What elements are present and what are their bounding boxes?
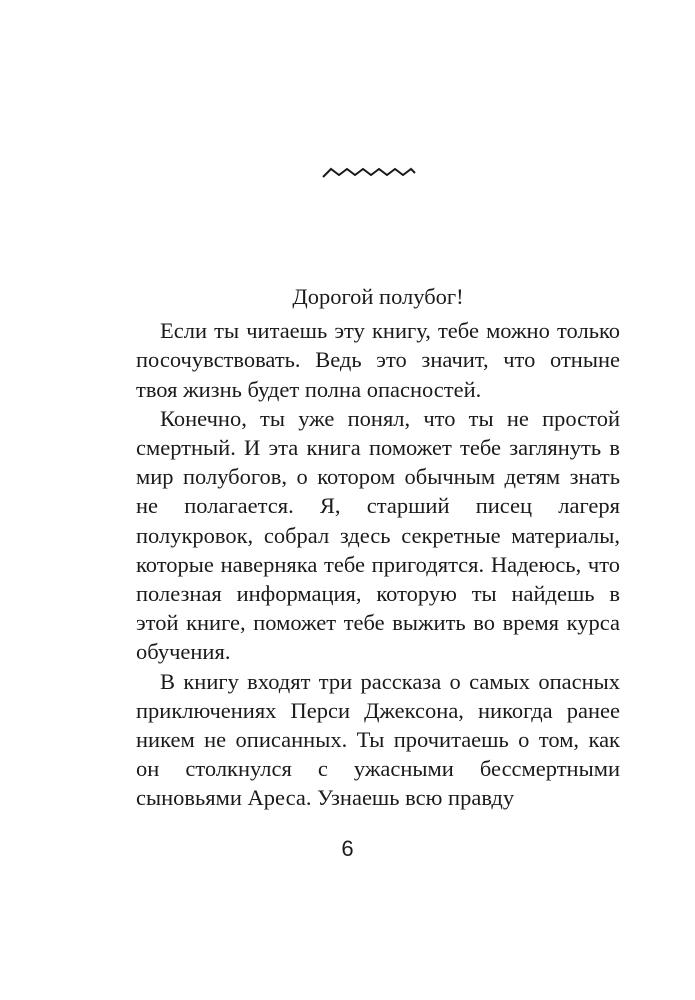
paragraph-2: Конечно, ты уже понял, что ты не простой смертный. И эта книга поможет тебе заглянуть в мир полубогов, о котором обычным детям знать не полагается. Я, старший писец лагеря полукровок, собрал здесь секретные материалы, которые наверняка тебе пригодятся. Надеюсь, что полезная информация, которую ты найдешь в этой книге, поможет тебе выжить во время курса обучения. (136, 405, 620, 665)
page-body (136, 282, 620, 813)
paragraph-3: В книгу входят три рассказа о самых опасных приключениях Перси Джексона, никогда ранее никем не описанных. Ты прочитаешь о том, как он столкнулся с ужасными бессмертными сыновьями Ареса. Узнаешь всю правду (136, 668, 620, 811)
page-number: 6 (341, 836, 354, 861)
greeting-heading: Дорогой полубог! (292, 284, 464, 309)
wave-ornament-icon (322, 163, 416, 183)
paragraph-1: Если ты читаешь эту книгу, тебе можно только посочувствовать. Ведь это значит, что отныне твоя жизнь будет полна опасностей. (136, 318, 620, 402)
